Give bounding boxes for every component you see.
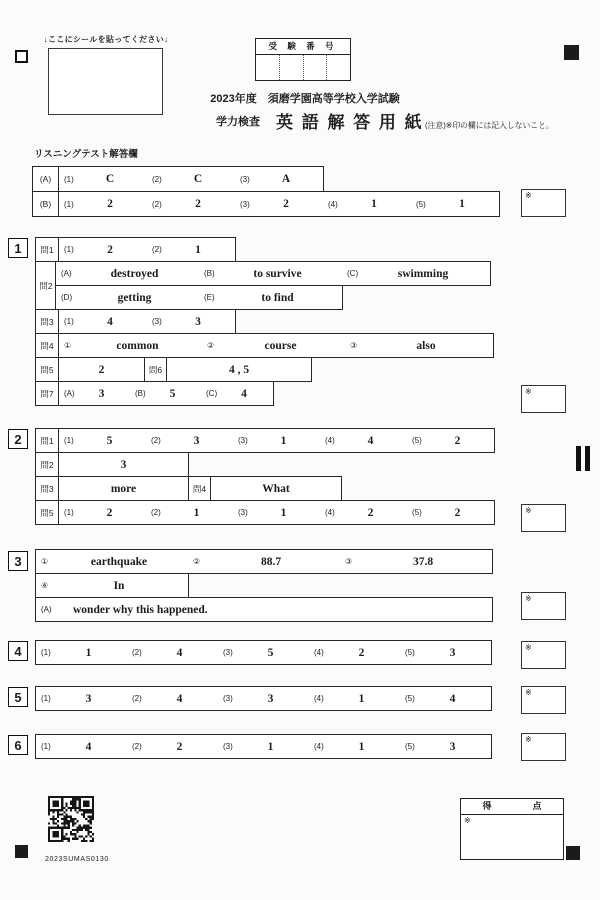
- registration-mark-bottom-left: [15, 845, 28, 858]
- question-label: 問5: [40, 507, 54, 518]
- instruction-note: (注意)※印の欄には記入しないこと。: [425, 121, 554, 130]
- answer-cell: [59, 429, 146, 452]
- s1-q2-row1: [55, 261, 491, 286]
- grader-box-section4: [521, 641, 566, 669]
- cell-number: (B): [135, 389, 146, 398]
- cell-answer: 2: [454, 434, 461, 447]
- section-1-number: 1: [8, 238, 28, 258]
- cell-answer: 88.7: [260, 555, 282, 568]
- s1-q2-row2-cells: [56, 286, 342, 309]
- answer-cell: [400, 641, 491, 664]
- grader-box-section2: [521, 504, 566, 532]
- cell-answer: 4: [449, 692, 456, 705]
- answer-cell: [188, 550, 340, 573]
- s6-row: [35, 734, 492, 759]
- s2-q3-q4-row: [35, 476, 342, 501]
- asterisk-mark: ※: [464, 816, 471, 825]
- cell-number: ①: [64, 341, 72, 350]
- answer-cell: [58, 358, 144, 381]
- cell-answer: 3: [193, 434, 200, 447]
- cell-number: ②: [207, 341, 215, 350]
- answer-cell: [411, 192, 499, 216]
- cell-answer: 3: [267, 692, 274, 705]
- cell-answer: 1: [267, 740, 274, 753]
- answer-cell: [320, 429, 407, 452]
- cell-number: ②: [193, 557, 201, 566]
- answer-cell: [235, 192, 323, 216]
- cell-answer: 5: [267, 646, 274, 659]
- cell-answer: wonder why this happened.: [73, 603, 208, 616]
- cell-answer: 3: [85, 692, 92, 705]
- cell-number: (3): [152, 317, 162, 326]
- section-5-number: 5: [8, 687, 28, 707]
- cell-answer: 1: [358, 740, 365, 753]
- examinee-number-cells: [256, 55, 350, 80]
- cell-answer: 4: [367, 434, 374, 447]
- question-label: 問2: [35, 261, 57, 310]
- cell-answer: 3: [195, 315, 201, 328]
- cell-answer: 1: [459, 198, 465, 210]
- answer-cell: [36, 550, 188, 573]
- registration-mark-top-right: [564, 45, 579, 60]
- s1-q5-q6-row: [35, 357, 312, 382]
- sheet-title: 英 語 解 答 用 紙: [276, 113, 424, 132]
- cell-answer: 1: [85, 646, 92, 659]
- s1-q7-cells: [58, 382, 273, 405]
- cell-answer: to survive: [253, 267, 302, 280]
- cell-number: ③: [345, 557, 353, 566]
- cell-answer: common: [116, 339, 159, 352]
- answer-cell: [309, 641, 400, 664]
- grader-box-section6: [521, 733, 566, 761]
- s1-q1-row: [35, 237, 236, 262]
- examinee-number-box: [255, 38, 351, 81]
- cell-number: (E): [204, 293, 215, 302]
- s2-q2-row: [35, 452, 189, 477]
- cell-number: (4): [328, 199, 338, 209]
- grader-box-section1: [521, 385, 566, 413]
- page-edge-marker: [576, 446, 590, 471]
- qr-caption: 2023SUMAS0130: [45, 856, 109, 863]
- answer-cell: [218, 641, 309, 664]
- answer-cell: [210, 477, 341, 500]
- cell-number: (5): [405, 742, 415, 751]
- answer-cell: [147, 238, 235, 261]
- answer-cell: [59, 192, 147, 216]
- cell-number: (1): [64, 174, 74, 184]
- answer-cell: [59, 167, 147, 191]
- asterisk-mark: ※: [525, 594, 532, 603]
- grader-box-section3: [521, 592, 566, 620]
- cell-answer: 2: [358, 646, 365, 659]
- question-label: 問1: [40, 435, 54, 446]
- exam-title: 2023年度 須磨学園高等学校入学試験: [210, 93, 400, 105]
- cell-answer: 4 , 5: [228, 363, 250, 376]
- section-4-number: 4: [8, 641, 28, 661]
- cell-number: (1): [41, 648, 51, 657]
- listening-row-b-cells: [58, 192, 499, 216]
- answer-cell: [59, 310, 147, 333]
- answer-cell: [323, 192, 411, 216]
- cell-answer: A: [281, 173, 291, 185]
- cell-answer: 1: [195, 243, 201, 256]
- exam-type-label: 学力検査: [216, 115, 260, 128]
- cell-number: (3): [240, 174, 250, 184]
- cell-number: (C): [206, 389, 218, 398]
- answer-cell: [127, 641, 218, 664]
- s1-q3-cells: [58, 310, 235, 333]
- answer-cell: [320, 501, 407, 524]
- sheet-title-row: [216, 108, 424, 133]
- cell-number: (5): [405, 648, 415, 657]
- answer-cell: [147, 192, 235, 216]
- cell-answer: destroyed: [110, 267, 159, 280]
- s2-q5-row: [35, 500, 495, 525]
- s3-row1: [35, 549, 493, 574]
- cell-number: (1): [64, 245, 74, 254]
- s3-row3: [35, 597, 493, 622]
- question-label: 問6: [144, 358, 166, 381]
- section-2-number: 2: [8, 429, 28, 449]
- answer-cell: [59, 382, 130, 405]
- answer-cell: [400, 687, 491, 710]
- listening-row-a-cells: [58, 167, 323, 191]
- answer-cell: [233, 429, 320, 452]
- grader-box-section5: [521, 686, 566, 714]
- asterisk-mark: ※: [525, 643, 532, 652]
- cell-answer: 1: [193, 506, 200, 519]
- s6-cells: [36, 735, 491, 758]
- s3-row2-cells: [36, 574, 188, 597]
- cell-answer: 2: [107, 243, 113, 256]
- answer-cell: [147, 167, 235, 191]
- listening-row-b: [32, 191, 500, 217]
- cell-answer: 4: [176, 646, 183, 659]
- cell-number: (B): [204, 269, 215, 278]
- qr-code: [48, 794, 94, 844]
- cell-number: (A): [41, 605, 52, 614]
- cell-answer: 1: [358, 692, 365, 705]
- s5-row: [35, 686, 492, 711]
- answer-cell: [147, 310, 235, 333]
- cell-answer: 1: [371, 198, 377, 210]
- answer-cell: [146, 429, 233, 452]
- asterisk-mark: ※: [525, 191, 532, 200]
- question-label: 問1: [40, 244, 54, 255]
- registration-mark-top-left: [15, 50, 28, 63]
- cell-number: (4): [314, 694, 324, 703]
- cell-number: (3): [238, 436, 248, 445]
- asterisk-mark: ※: [525, 688, 532, 697]
- cell-answer: 2: [106, 506, 113, 519]
- cell-answer: 4: [241, 387, 247, 400]
- cell-number: (2): [132, 648, 142, 657]
- asterisk-mark: ※: [525, 387, 532, 396]
- section-6-number: 6: [8, 735, 28, 755]
- answer-cell: [309, 735, 400, 758]
- cell-number: (5): [405, 694, 415, 703]
- score-box: [460, 798, 564, 860]
- s3-row1-cells: [36, 550, 492, 573]
- answer-cell: [36, 641, 127, 664]
- question-label: 問4: [40, 340, 54, 351]
- cell-number: ③: [350, 341, 358, 350]
- cell-answer: C: [193, 173, 203, 185]
- registration-mark-bottom-right: [566, 846, 580, 860]
- asterisk-mark: ※: [525, 735, 532, 744]
- s2-q5-cells: [58, 501, 494, 524]
- cell-answer: 2: [454, 506, 461, 519]
- cell-number: (2): [151, 436, 161, 445]
- question-label: 問3: [40, 316, 54, 327]
- cell-answer: course: [264, 339, 297, 352]
- cell-answer: In: [113, 579, 125, 592]
- cell-answer: 2: [107, 198, 113, 210]
- answer-cell: [218, 735, 309, 758]
- answer-cell: [59, 238, 147, 261]
- examinee-number-label: 受 験 番 号: [256, 39, 350, 55]
- row-label: (A): [39, 174, 52, 184]
- row-label: (B): [39, 199, 52, 209]
- cell-answer: also: [416, 339, 436, 352]
- cell-answer: 2: [283, 198, 289, 210]
- s1-q4-cells: [58, 334, 493, 357]
- cell-number: (A): [64, 389, 75, 398]
- s1-q2-row1-cells: [56, 262, 490, 285]
- cell-answer: 2: [98, 363, 105, 376]
- question-label: 問2: [40, 459, 54, 470]
- cell-number: ④: [41, 581, 49, 590]
- cell-answer: 1: [280, 506, 287, 519]
- answer-cell: [36, 574, 188, 597]
- cell-number: (2): [132, 742, 142, 751]
- cell-answer: swimming: [397, 267, 449, 280]
- s1-q7-row: [35, 381, 274, 406]
- answer-cell: [58, 453, 188, 476]
- answer-cell: [199, 286, 342, 309]
- cell-answer: 2: [176, 740, 183, 753]
- s4-row: [35, 640, 492, 665]
- listening-row-a: [32, 166, 324, 192]
- cell-number: (2): [151, 508, 161, 517]
- s2-q1-cells: [58, 429, 494, 452]
- s2-q1-row: [35, 428, 495, 453]
- s5-cells: [36, 687, 491, 710]
- s4-cells: [36, 641, 491, 664]
- cell-answer: earthquake: [90, 555, 148, 568]
- seal-instruction: ↓ここにシールを貼ってください↓: [43, 35, 169, 44]
- answer-cell: [36, 598, 492, 621]
- asterisk-mark: ※: [525, 506, 532, 515]
- cell-number: (4): [325, 436, 335, 445]
- score-label: 得 点: [461, 799, 563, 815]
- answer-cell: [127, 735, 218, 758]
- cell-number: (5): [412, 436, 422, 445]
- answer-cell: [342, 262, 490, 285]
- cell-answer: 4: [85, 740, 92, 753]
- cell-number: (4): [314, 742, 324, 751]
- cell-answer: 3: [449, 646, 456, 659]
- answer-cell: [340, 550, 492, 573]
- cell-answer: 3: [98, 387, 105, 400]
- answer-cell: [166, 358, 311, 381]
- cell-answer: more: [110, 482, 137, 495]
- s3-row2: [35, 573, 189, 598]
- answer-cell: [218, 687, 309, 710]
- answer-cell: [146, 501, 233, 524]
- answer-cell: [345, 334, 493, 357]
- cell-answer: C: [105, 173, 115, 185]
- s1-q3-row: [35, 309, 236, 334]
- cell-answer: 3: [120, 458, 127, 471]
- cell-number: (2): [152, 199, 162, 209]
- answer-cell: [130, 382, 201, 405]
- cell-answer: getting: [117, 291, 152, 304]
- section-3-number: 3: [8, 551, 28, 571]
- answer-cell: [36, 735, 127, 758]
- cell-number: (3): [223, 742, 233, 751]
- s1-q1-cells: [58, 238, 235, 261]
- cell-number: (1): [64, 508, 74, 517]
- grader-box-listening: [521, 189, 566, 217]
- cell-number: (5): [412, 508, 422, 517]
- cell-answer: 37.8: [412, 555, 434, 568]
- listening-section-title: リスニングテスト解答欄: [34, 149, 138, 160]
- cell-number: (3): [223, 648, 233, 657]
- answer-cell: [127, 687, 218, 710]
- cell-number: ①: [41, 557, 49, 566]
- answer-cell: [407, 429, 494, 452]
- cell-number: (2): [132, 694, 142, 703]
- answer-cell: [400, 735, 491, 758]
- s1-q2-row2: [55, 285, 343, 310]
- cell-number: (4): [325, 508, 335, 517]
- cell-number: (D): [61, 293, 73, 302]
- cell-answer: to find: [261, 291, 294, 304]
- answer-cell: [59, 501, 146, 524]
- cell-answer: What: [262, 482, 290, 495]
- question-label: 問3: [40, 483, 54, 494]
- cell-answer: 2: [195, 198, 201, 210]
- cell-number: (4): [314, 648, 324, 657]
- answer-cell: [233, 501, 320, 524]
- cell-number: (1): [41, 742, 51, 751]
- cell-number: (2): [152, 245, 162, 254]
- cell-number: (C): [347, 269, 359, 278]
- answer-cell: [58, 477, 188, 500]
- answer-cell: [56, 286, 199, 309]
- cell-answer: 3: [449, 740, 456, 753]
- score-body: [461, 815, 563, 859]
- cell-answer: 4: [107, 315, 113, 328]
- cell-answer: 4: [176, 692, 183, 705]
- seal-placement-box: [48, 48, 163, 115]
- cell-answer: 2: [367, 506, 374, 519]
- question-label: 問7: [40, 388, 54, 399]
- cell-number: (1): [64, 436, 74, 445]
- cell-answer: 1: [280, 434, 287, 447]
- answer-cell: [201, 382, 273, 405]
- cell-number: (1): [64, 199, 74, 209]
- cell-number: (1): [41, 694, 51, 703]
- answer-cell: [407, 501, 494, 524]
- cell-number: (3): [240, 199, 250, 209]
- answer-cell: [59, 334, 202, 357]
- cell-number: (5): [416, 199, 426, 209]
- question-label: 問5: [40, 364, 54, 375]
- cell-number: (3): [238, 508, 248, 517]
- question-label: 問4: [188, 477, 210, 500]
- cell-number: (A): [61, 269, 72, 278]
- cell-answer: 5: [106, 434, 113, 447]
- answer-cell: [235, 167, 323, 191]
- cell-number: (1): [64, 317, 74, 326]
- cell-number: (3): [223, 694, 233, 703]
- s1-q4-row: [35, 333, 494, 358]
- answer-cell: [36, 687, 127, 710]
- cell-answer: 5: [169, 387, 176, 400]
- cell-number: (2): [152, 174, 162, 184]
- answer-cell: [56, 262, 199, 285]
- answer-cell: [199, 262, 342, 285]
- answer-cell: [202, 334, 345, 357]
- answer-cell: [309, 687, 400, 710]
